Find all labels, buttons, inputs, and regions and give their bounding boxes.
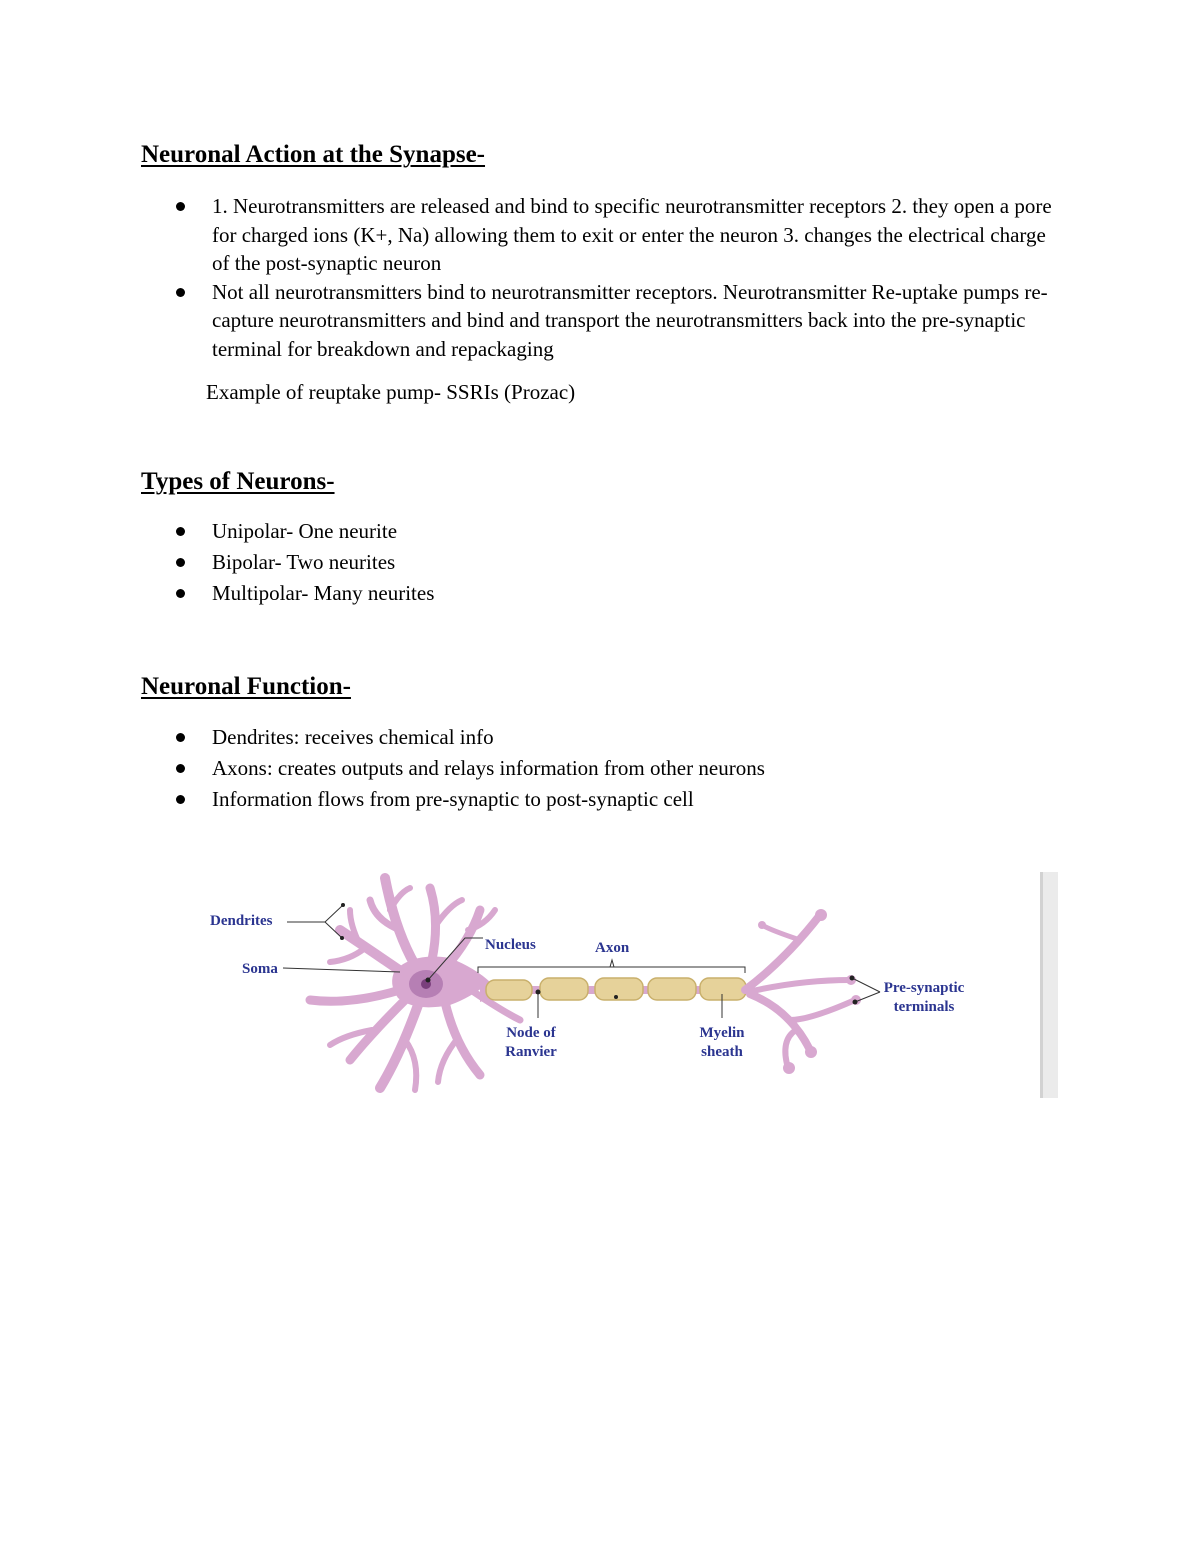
list-item: 1. Neurotransmitters are released and bind to specific neurotransmitter receptors 2. they open a pore for charged ions (K+, Na) allowing them to exit or enter the neuron 3. changes the electrical charge of the post-synaptic neuron	[0, 192, 1062, 278]
neuron-diagram	[200, 870, 1060, 1098]
label-myelin-line1: Myelin	[699, 1025, 745, 1041]
label-dendrites: Dendrites	[210, 913, 273, 929]
label-axon: Axon	[595, 940, 630, 956]
types-bullet-list	[0, 516, 1062, 609]
list-item: Axons: creates outputs and relays information from other neurons	[0, 753, 1062, 784]
list-item: Multipolar- Many neurites	[0, 578, 1062, 609]
neuron-diagram-svg	[200, 870, 1060, 1098]
list-item: Dendrites: receives chemical info	[0, 722, 1062, 753]
section-heading-synapse: Neuronal Action at the Synapse-	[141, 141, 486, 168]
label-myelin-line2: sheath	[701, 1044, 743, 1060]
section-heading-types: Types of Neurons-	[141, 468, 335, 495]
label-node-line1: Node of	[506, 1025, 556, 1041]
list-item: Bipolar- Two neurites	[0, 547, 1062, 578]
label-nucleus: Nucleus	[485, 937, 536, 953]
section-heading-function: Neuronal Function-	[141, 673, 351, 700]
list-item: Not all neurotransmitters bind to neurotransmitter receptors. Neurotransmitter Re-uptake pumps re-capture neurotransmitters and bind and transport the neurotransmitters back into the pre-synaptic terminal for breakdown and repackaging	[0, 278, 1062, 364]
label-soma: Soma	[242, 961, 278, 977]
function-bullet-list	[0, 722, 1062, 815]
label-terminals-line2: terminals	[893, 999, 955, 1015]
label-node-line2: Ranvier	[505, 1044, 557, 1060]
list-item: Information flows from pre-synaptic to post-synaptic cell	[0, 784, 1062, 815]
synapse-bullet-list	[0, 192, 1062, 363]
reuptake-example: Example of reuptake pump- SSRIs (Prozac)	[206, 380, 576, 404]
terminal-branches	[745, 915, 855, 1068]
label-terminals-line1: Pre-synaptic	[883, 980, 965, 996]
figure-edge-line	[1040, 872, 1043, 1098]
list-item: Unipolar- One neurite	[0, 516, 1062, 547]
